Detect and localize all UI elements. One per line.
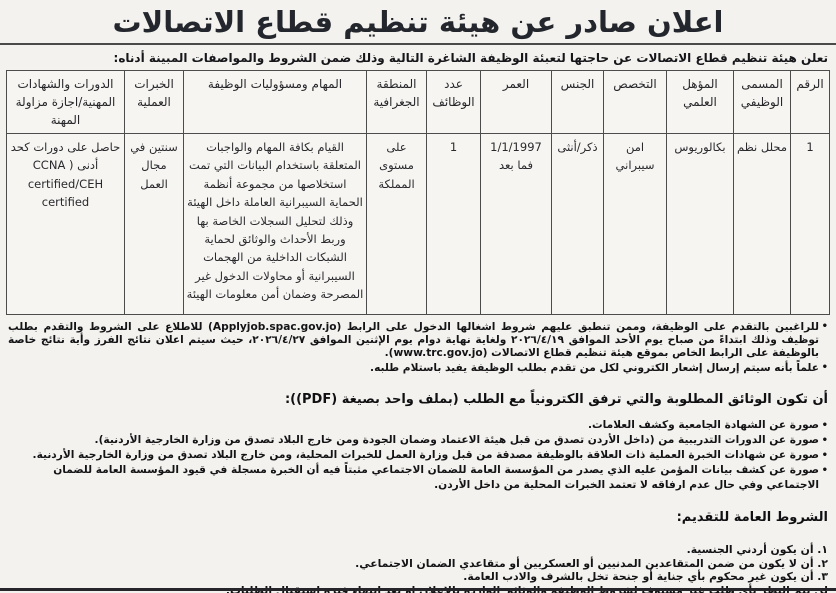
condition-item: ١. أن يكون أردني الجنسية. xyxy=(686,543,828,557)
document-item: • صورة عن كشف بيانات المؤمن عليه الذي يصدر من المؤسسة العامة للضمان الاجتماعي مثبتاً فيه أن الخبرة مسجلة في قيود المؤسسة العامة للضمان الاجتماعي وفي حال عدم ارفاقه لا تعتمد الخبرات المحلية من داخل الأردن. xyxy=(8,463,828,493)
table-header-row xyxy=(7,71,830,134)
application-notice: • علماً بأنه سيتم إرسال إشعار الكتروني لكل من تقدم بطلب الوظيفة يفيد باستلام طلبه. xyxy=(8,362,828,375)
condition-item: ٢. أن لا يكون من ضمن المتقاعدين المدنيين أو العسكريين أو متقاعدي الضمان الاجتماعي. xyxy=(355,556,828,570)
documents-list xyxy=(8,418,828,493)
cell-gender: ذكر/أنثى xyxy=(552,134,604,315)
conditions-list xyxy=(8,543,828,593)
col-header-number: الرقم xyxy=(791,71,830,134)
col-header-count: عدد الوظائف xyxy=(427,71,481,134)
col-header-region: المنطقة الجغرافية xyxy=(367,71,427,134)
col-header-specialization: التخصص xyxy=(604,71,667,134)
col-header-certifications: الدورات والشهادات المهنية/اجازة مزاولة المهنة xyxy=(7,71,125,134)
documents-heading: أن تكون الوثائق المطلوبة والتي ترفق الكترونياً مع الطلب (بملف واحد بصيغة (PDF)): xyxy=(284,392,828,408)
cell-count: 1 xyxy=(427,134,481,315)
col-header-gender: الجنس xyxy=(552,71,604,134)
document-item: • صورة عن الدورات التدريبية من (داخل الأردن تصدق من قبل هيئة الاعتماد وضمان الجودة ومن خارج البلاد تصدق من وزارة الخارجية الأردنية). xyxy=(8,433,828,448)
col-header-job-title: المسمى الوظيفي xyxy=(734,71,791,134)
conditions-heading: الشروط العامة للتقديم: xyxy=(676,510,828,526)
col-header-experience: الخبرات العملية xyxy=(125,71,184,134)
application-instructions: • للراغبين بالتقدم على الوظيفة، وممن تنطبق عليهم شروط اشغالها الدخول على الرابط (Applyjob.spac.gov.jo) للاطلاع على الشروط والتقدم بطلب توظيف وذلك ابتداءً من صباح يوم الأحد الموافق ٢٠٢٦/٤/١٩ ولغاية نهاية دوام يوم الإثنين الموافق ٢٠٢٦/٤/٢٧، حيث سيتم اعلان نتائج الفرز وأية نتائج خاصة بالوظيفة على الرابط الخاص بموقع هيئة تنظيم قطاع الاتصالات (www.trc.gov.jo). xyxy=(8,321,828,359)
col-header-duties: المهام ومسؤوليات الوظيفة xyxy=(184,71,367,134)
cell-experience: سنتين في مجال العمل xyxy=(125,134,184,315)
cell-specialization: امن سيبراني xyxy=(604,134,667,315)
cell-qualification: بكالوريوس xyxy=(667,134,734,315)
col-header-age: العمر xyxy=(481,71,552,134)
condition-item: ٣. أن يكون غير محكوم بأي جناية أو جنحة تخل بالشرف والادب العامة. xyxy=(463,570,828,584)
document-item: • صورة عن شهادات الخبرة العملية ذات العلاقة بالوظيفة مصدقة من قبل وزارة العمل للخبرات المحلية، ومن خارج البلاد تصدق من وزارة الخارجية الأردنية. xyxy=(8,448,828,463)
cell-certifications: حاصل على دورات كحد أدنى ( CCNA certified/CEH certified xyxy=(7,134,125,315)
cell-number: 1 xyxy=(791,134,830,315)
document-item: • صورة عن الشهادة الجامعية وكشف العلامات. xyxy=(8,418,828,433)
vacancy-table xyxy=(6,70,830,315)
col-header-qualification: المؤهل العلمي xyxy=(667,71,734,134)
intro-text: تعلن هيئة تنظيم قطاع الاتصالات عن حاجتها لتعبئة الوظيفة الشاغرة التالية وذلك ضمن الشروط والمواصفات المبينة أدناه: xyxy=(113,51,828,65)
page-title: اعلان صادر عن هيئة تنظيم قطاع الاتصالات xyxy=(112,5,724,39)
bottom-border xyxy=(0,588,836,591)
cell-region: على مستوى المملكة xyxy=(367,134,427,315)
cell-age: 1/1/1997 فما بعد xyxy=(481,134,552,315)
cell-duties: القيام بكافة المهام والواجبات المتعلقة باستخدام البيانات التي تمت استخلاصها من مجموعة أنظمة الحماية السيبرانية العاملة داخل الهيئة وذلك لتحليل السجلات الخاصة بها وربط الأحداث والوثائق لحماية الشبكات الداخلية من الهجمات السيبرانية أو محاولات الدخول غير المصرحة وضمان أمن معلومات الهيئة xyxy=(184,134,367,315)
cell-job-title: محلل نظم xyxy=(734,134,791,315)
table-row xyxy=(7,134,830,315)
